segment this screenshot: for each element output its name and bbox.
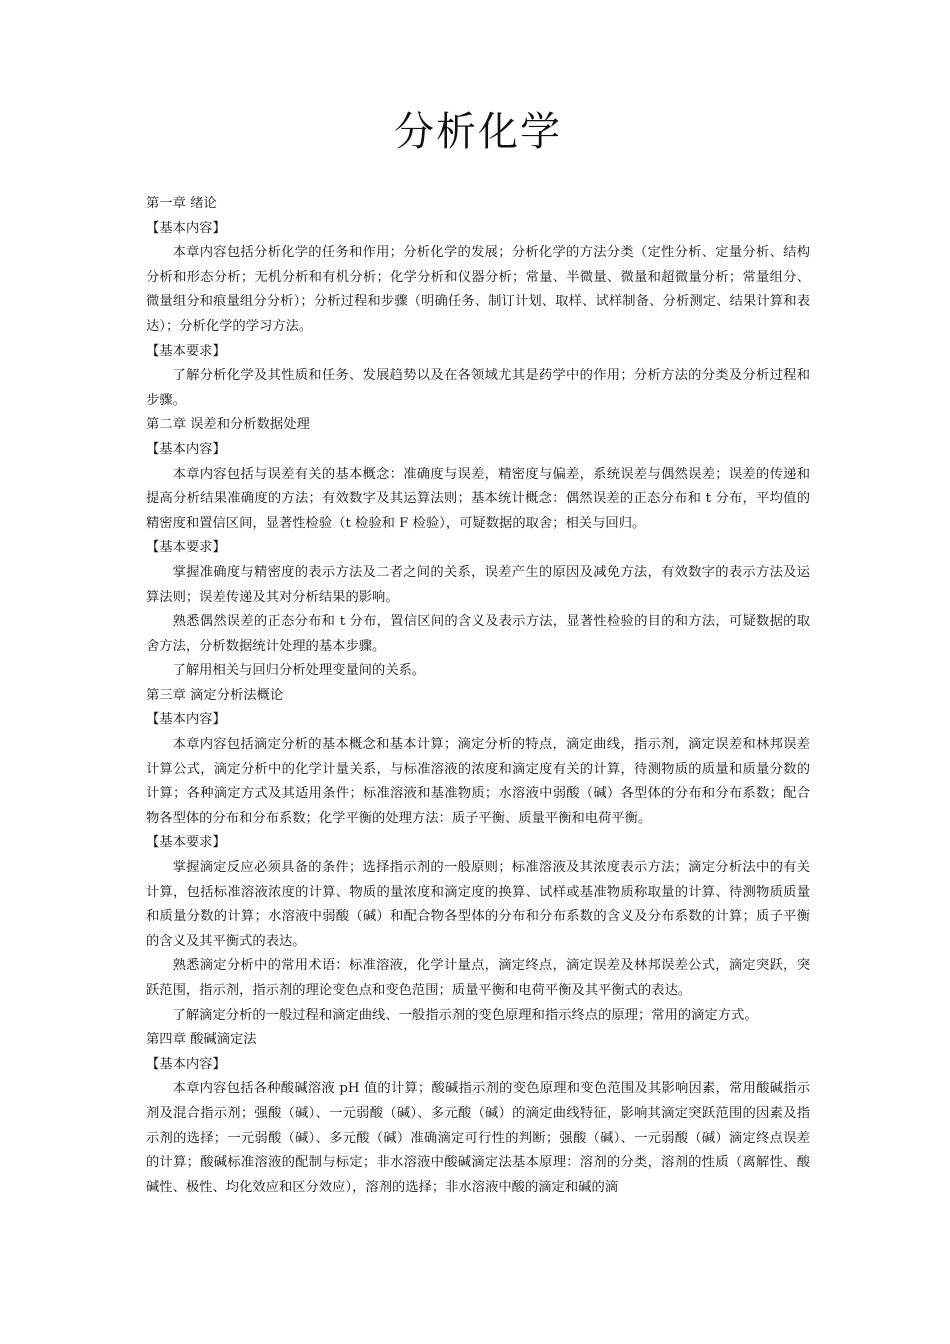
section-heading: 【基本要求】 <box>146 343 226 359</box>
section-heading: 【基本要求】 <box>146 835 226 851</box>
paragraph: 本章内容包括与误差有关的基本概念：准确度与误差，精密度与偏差，系统误差与偶然误差；误差的传递和提高分析结果准确度的方法；有效数字及其运算法则；基本统计概念：偶然误差的正态分布和 t 分布，平均值的精密度和置信区间，显著性检验（t 检验和 F 检验），可疑数据的取舍；相关与回归。 <box>146 466 810 531</box>
chapter-heading: 第二章 误差和分析数据处理 <box>146 417 310 433</box>
paragraph: 了解分析化学及其性质和任务、发展趋势以及在各领域尤其是药学中的作用；分析方法的分类及分析过程和步骤。 <box>146 368 810 408</box>
paragraph: 了解滴定分析的一般过程和滴定曲线、一般指示剂的变色原理和指示终点的原理；常用的滴定方式。 <box>172 1007 758 1023</box>
section-heading: 【基本要求】 <box>146 540 226 556</box>
document-body <box>146 192 810 1200</box>
section-heading: 【基本内容】 <box>146 712 226 728</box>
document-title: 分析化学 <box>394 109 562 155</box>
paragraph: 掌握滴定反应必须具备的条件；选择指示剂的一般原则；标准溶液及其浓度表示方法；滴定分析法中的有关计算，包括标准溶液浓度的计算、物质的量浓度和滴定度的换算、试样或基准物质称取量的计算、待测物质质量和质量分数的计算；水溶液中弱酸（碱）和配合物各型体的分布和分布系数的含义及分布系数的计算；质子平衡的含义及其平衡式的表达。 <box>146 860 810 949</box>
section-heading: 【基本内容】 <box>146 441 226 457</box>
paragraph: 本章内容包括各种酸碱溶液 pH 值的计算；酸碱指示剂的变色原理和变色范围及其影响因素，常用酸碱指示剂及混合指示剂；强酸（碱）、一元弱酸（碱）、多元酸（碱）的滴定曲线特征，影响其滴定突跃范围的因素及指示剂的选择；一元弱酸（碱）、多元酸（碱）准确滴定可行性的判断；强酸（碱）、一元弱酸（碱）滴定终点误差的计算；酸碱标准溶液的配制与标定；非水溶液中酸碱滴定法基本原理：溶剂的分类，溶剂的性质（离解性、酸碱性、极性、均化效应和区分效应），溶剂的选择；非水溶液中酸的滴定和碱的滴 <box>146 1081 810 1195</box>
chapter-heading: 第一章 绪论 <box>146 196 217 211</box>
chapter-heading: 第三章 滴定分析法概论 <box>146 687 284 703</box>
paragraph: 掌握准确度与精密度的表示方法及二者之间的关系，误差产生的原因及减免方法，有效数字的表示方法及运算法则；误差传递及其对分析结果的影响。 <box>146 564 810 605</box>
paragraph: 本章内容包括滴定分析的基本概念和基本计算；滴定分析的特点，滴定曲线，指示剂，滴定误差和林邦误差计算公式，滴定分析中的化学计量关系，与标准溶液的浓度和滴定度有关的计算，待测物质的质量和质量分数的计算；各种滴定方式及其适用条件；标准溶液和基准物质；水溶液中弱酸（碱）各型体的分布和分布系数；配合物各型体的分布和分布系数；化学平衡的处理方法：质子平衡、质量平衡和电荷平衡。 <box>146 737 810 826</box>
paragraph: 熟悉偶然误差的正态分布和 t 分布，置信区间的含义及表示方法，显著性检验的目的和方法，可疑数据的取舍方法，分析数据统计处理的基本步骤。 <box>146 614 810 654</box>
paragraph: 熟悉滴定分析中的常用术语：标准溶液，化学计量点，滴定终点，滴定误差及林邦误差公式，滴定突跃，突跃范围，指示剂，指示剂的理论变色点和变色范围；质量平衡和电荷平衡及其平衡式的表达。 <box>146 958 810 998</box>
paragraph: 了解用相关与回归分析处理变量间的关系。 <box>172 663 426 679</box>
paragraph: 本章内容包括分析化学的任务和作用；分析化学的发展；分析化学的方法分类（定性分析、定量分析、结构分析和形态分析；无机分析和有机分析；化学分析和仪器分析；常量、半微量、微量和超微量分析；常量组分、微量组分和痕量组分分析）；分析过程和步骤（明确任务、制订计划、取样、试样制备、分析测定、结果计算和表达）；分析化学的学习方法。 <box>146 245 810 334</box>
section-heading: 【基本内容】 <box>146 1056 226 1072</box>
chapter-heading: 第四章 酸碱滴定法 <box>146 1032 257 1048</box>
section-heading: 【基本内容】 <box>146 220 226 236</box>
